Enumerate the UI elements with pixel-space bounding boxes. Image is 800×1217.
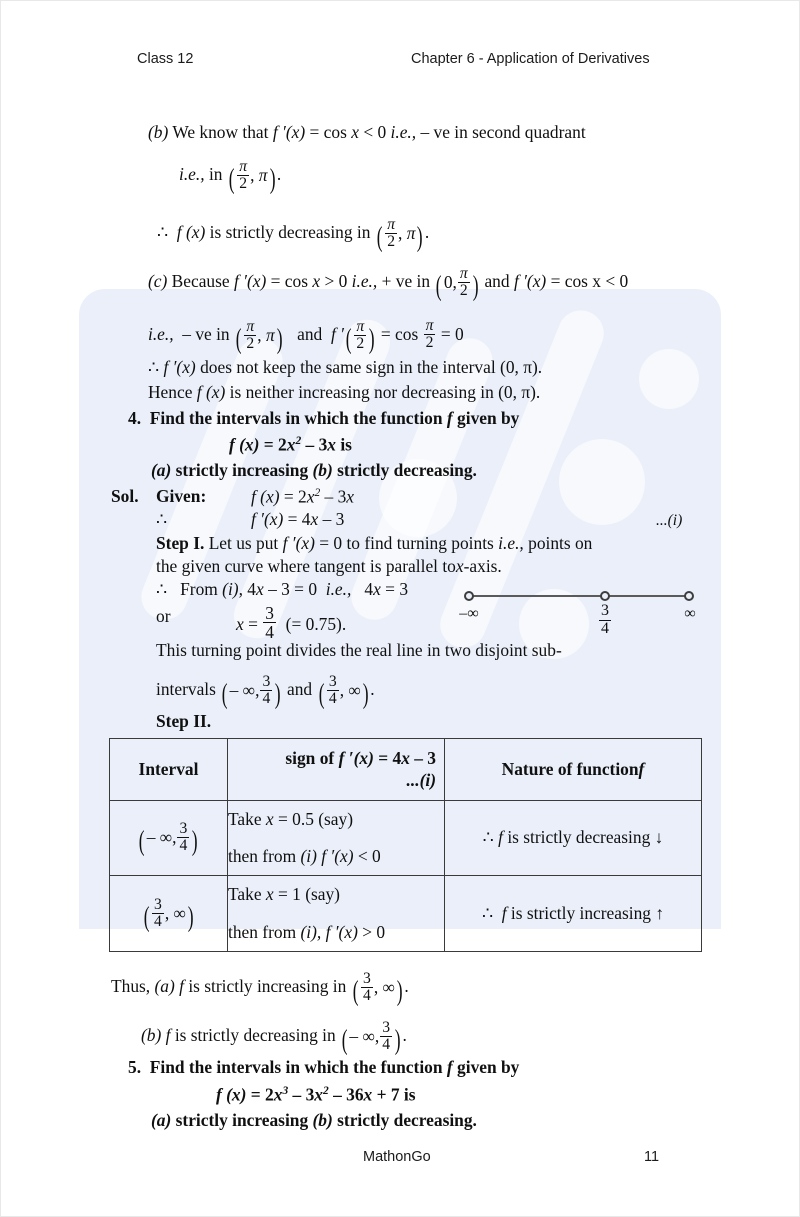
part-c-and: and [484, 270, 510, 291]
from-text: From [180, 579, 218, 599]
fraction: $\frac{\pi}{2}$ [246, 317, 255, 353]
fraction: $\frac{3}{4}$ [382, 1019, 391, 1054]
part-b-rel: < 0 [363, 122, 387, 142]
divides-line: This turning point divides the real line in two disjoint sub- [156, 640, 562, 660]
sign-fprime: f ′(x) [338, 748, 374, 768]
paren-close: ) [472, 270, 479, 302]
part-b-line-2: i.e., in ( $\frac{\pi}{2}$ , π) . [179, 158, 282, 195]
paren-close: ) [269, 163, 276, 195]
row1-sign-line2: then from (i) f ′(x) < 0 [228, 845, 381, 866]
paren-open: ( [222, 678, 228, 710]
paren-close: ) [275, 678, 281, 710]
q5-prompt-line-3 [151, 1112, 477, 1129]
given-label: Given: [156, 486, 207, 506]
part-b-interval: ( $\frac{\pi}{2}$ , π) [228, 158, 276, 195]
or-x: x [236, 613, 244, 634]
q5-eq-f: f (x) [216, 1084, 247, 1105]
conclusion-line-b: (b) f is strictly decreasing in ( – ∞, $\frac{3}{4}$ ) . [141, 1019, 407, 1056]
row2-interval: ( $\frac{3}{4}$ , ∞) [143, 895, 194, 933]
step1-mid: = 0 to find turning points [319, 533, 494, 553]
derivative-equation [251, 511, 344, 528]
q4-number: 4. [128, 408, 142, 428]
part-b-line-1 [148, 124, 586, 141]
from-eq1-x: x [256, 579, 264, 599]
part-b-tail: – ve in second quadrant [420, 122, 586, 142]
or-label: or [156, 606, 171, 626]
paren-close: ) [394, 1024, 401, 1056]
row1-sign-line1: Take x = 0.5 (say) [228, 808, 354, 829]
up-arrow-icon: ↑ [655, 903, 665, 924]
row1-interval-cell [110, 800, 228, 876]
part-b-fprime: f ′(x) [272, 122, 306, 142]
fraction: $\frac{3}{4}$ [154, 895, 162, 931]
part-c-fprime: f ′(x) [233, 270, 267, 291]
paren-open: ( [139, 825, 145, 857]
fraction: $\frac{3}{4}$ [328, 673, 337, 708]
part-b-cos: = cos [309, 122, 347, 142]
number-line-node-right [684, 591, 694, 601]
footer-page-number: 11 [644, 1149, 660, 1165]
number-line-label-left: –∞ [459, 605, 479, 622]
paren-close: ) [417, 221, 424, 253]
part-c-interval-2: ( $\frac{\pi}{2}$ , π) [235, 317, 283, 355]
paren-close: ) [368, 323, 375, 355]
fraction: $\frac{\pi}{2}$ [425, 317, 434, 352]
therefore-symbol: ∴ [157, 221, 169, 242]
given-tail: – 3 [324, 486, 347, 507]
part-c-ie: i.e., [351, 270, 378, 291]
part-c-line4-text: is neither increasing nor decreasing in [229, 382, 494, 402]
conclusion-b-label: (b) [141, 1024, 162, 1045]
paren-open: ( [228, 163, 235, 195]
q4-eq-x2: x [327, 434, 336, 455]
q5-option-a-label: (a) [151, 1110, 172, 1130]
paren-open: ( [341, 1024, 348, 1056]
from-eq2-x: x [373, 579, 381, 599]
given-pow: 2 [314, 487, 321, 499]
fraction: $\frac{\pi}{2}$ [356, 317, 365, 353]
from-eq2: 4 [364, 579, 374, 599]
subinterval-2: ( $\frac{3}{4}$ , ∞) [318, 673, 369, 710]
q4-eq-is: is [340, 434, 352, 455]
part-c-line-4 [148, 384, 540, 401]
therefore-symbol: ∴ [482, 827, 494, 848]
nature-f: f [638, 758, 645, 779]
q5-prompt-tail: given by [457, 1057, 520, 1077]
q4-equation [229, 436, 352, 454]
paren-close: ) [362, 678, 369, 710]
step1-line2-x: x [455, 556, 464, 576]
number-line-node-mid [600, 591, 610, 601]
paren-open: ( [143, 901, 150, 933]
paren-open: ( [352, 975, 359, 1007]
part-c-line3-text: does not keep the same sign in the interval [200, 357, 496, 377]
deriv-therefore: ∴ [156, 509, 168, 529]
step1-tail: points on [528, 533, 593, 553]
paren-open: ( [376, 221, 383, 253]
therefore-symbol: ∴ [148, 357, 160, 377]
q5-eq-mid: – 3 [292, 1084, 315, 1105]
conclusion-b-interval: ( – ∞, $\frac{3}{4}$ ) [341, 1019, 401, 1056]
q5-equation [216, 1086, 415, 1104]
q4-function-symbol: f [446, 408, 453, 428]
paren-close: ) [187, 901, 194, 933]
fraction: $\frac{3}{4}$ [601, 602, 609, 637]
subinterval-1: ( – ∞, $\frac{3}{4}$ ) [222, 673, 281, 710]
interval-analysis-table [109, 738, 702, 952]
deriv-x: x [310, 509, 319, 529]
q4-prompt-text: Find the intervals in which the function [149, 408, 443, 428]
q5-eq-op: = 2 [250, 1084, 274, 1105]
q5-number: 5. [128, 1057, 142, 1077]
row2-interval-cell [110, 876, 228, 952]
part-b-f: f (x) [176, 221, 206, 242]
thus-label: Thus, [111, 975, 151, 996]
q5-eq-mid2: – 36 [333, 1084, 364, 1105]
q5-eq-x2: x [314, 1084, 323, 1105]
number-line-axis [469, 595, 691, 597]
part-c-line3-interval: (0, π). [500, 357, 543, 377]
part-c-line2-ve: – ve in [182, 323, 230, 344]
part-b-x: x [351, 122, 359, 142]
fraction: $\frac{3}{4}$ [179, 820, 188, 855]
table-header-row [110, 739, 702, 801]
part-c-line-2 [148, 318, 464, 353]
sign-pre: sign of [285, 748, 335, 768]
table-row [110, 876, 702, 952]
part-c-fprime-2: f ′(x) [513, 270, 547, 291]
or-approx: (= 0.75). [285, 613, 347, 634]
fraction: $\frac{\pi}{2}$ [239, 158, 248, 193]
part-c-line-3 [148, 359, 542, 376]
part-c-line-1 [148, 266, 628, 300]
q5-prompt-text: Find the intervals in which the function [149, 1057, 443, 1077]
row2-sign-line2: then from (i), f ′(x) > 0 [228, 921, 386, 942]
q4-eq-f: f (x) [229, 434, 260, 455]
part-c-line2-and: and [297, 323, 323, 344]
header-class-label: Class 12 [137, 51, 194, 67]
paren-close: ) [396, 975, 403, 1007]
step1-ie: i.e., [498, 533, 524, 553]
therefore-symbol: ∴ [481, 903, 494, 924]
sol-label: Sol. [111, 486, 139, 506]
row2-nature-cell: ∴ f is strictly increasing ↑ [445, 876, 702, 952]
part-c-line4-interval: (0, π). [498, 382, 541, 402]
from-eq1-tail: – 3 = 0 [268, 579, 318, 599]
conclusion-b-f: f [165, 1024, 171, 1045]
conclusion-line-a: Thus, (a) f is strictly increasing in ( $\frac{3}{4}$ , ∞) . [111, 970, 409, 1007]
row1-nature-cell: ∴ f is strictly decreasing ↓ [445, 800, 702, 876]
step1-pre: Let us put [208, 533, 279, 553]
number-line-label-right: ∞ [684, 605, 696, 622]
from-i-line [156, 581, 408, 598]
step1-line2-tail: -axis. [463, 556, 502, 576]
table-header-interval: Interval [110, 739, 228, 801]
given-eq: = 2 [283, 486, 307, 507]
sign-end: – 3 [414, 748, 436, 768]
part-c-line2-fprime: f ′ [330, 323, 344, 344]
number-line-label-mid [585, 603, 625, 637]
part-b-line3-text: is strictly decreasing in [209, 221, 371, 242]
q4-eq-x: x [286, 434, 296, 455]
q5-eq-tail: + 7 is [376, 1084, 416, 1105]
q5-prompt-line-1 [128, 1059, 519, 1076]
row1-interval: ( – ∞, $\frac{3}{4}$ ) [139, 820, 198, 857]
sign-eq: = 4 [378, 748, 402, 768]
q5-function-symbol: f [446, 1057, 453, 1077]
paren-close: ) [192, 825, 198, 857]
part-c-tail: = cos x < 0 [550, 270, 629, 291]
q5-option-b-text: strictly decreasing. [337, 1110, 477, 1130]
row2-sign-line1: Take x = 1 (say) [228, 884, 340, 905]
part-b-line1-pre: We know that [172, 122, 269, 142]
paren-open: ( [235, 323, 242, 355]
table-header-sign [228, 739, 445, 801]
deriv-f: f ′(x) [251, 509, 284, 529]
step1-fprime: f ′(x) [282, 533, 315, 553]
q5-eq-x3: x [363, 1084, 373, 1105]
table-header-nature [445, 739, 702, 801]
turning-point-value [236, 604, 346, 641]
equation-tag-i: ...(i) [656, 512, 683, 529]
q4-prompt-line-3 [151, 462, 477, 479]
paren-open: ( [345, 323, 352, 355]
sign-x: x [401, 748, 410, 768]
q4-option-b-label: (b) [312, 460, 333, 480]
conclusion-a-f: f [179, 975, 184, 996]
given-equation [251, 488, 354, 506]
subintervals-and: and [287, 678, 313, 699]
sign-tag: ...(i) [406, 769, 436, 790]
q4-option-a-label: (a) [151, 460, 172, 480]
from-eq2-tail: = 3 [385, 579, 409, 599]
part-b-interval-2: ( $\frac{\pi}{2}$ , π) [376, 216, 424, 253]
table-row [110, 800, 702, 876]
part-c-line2-zero: = 0 [440, 323, 464, 344]
part-c-x: x [312, 270, 321, 291]
q4-option-b-text: strictly decreasing. [337, 460, 477, 480]
or-eq: = [248, 613, 258, 634]
down-arrow-icon: ↓ [654, 827, 664, 848]
q5-eq-x1: x [273, 1084, 283, 1105]
paren-open: ( [318, 678, 325, 710]
conclusion-a-interval: ( $\frac{3}{4}$ , ∞) [352, 970, 403, 1007]
number-line-node-left [464, 591, 474, 601]
part-c-line2-ie: i.e., [148, 323, 174, 344]
step1-line-1 [156, 535, 592, 552]
q4-eq-rest: – 3 [305, 434, 328, 455]
row2-sign-cell [228, 876, 445, 952]
part-b-ie: i.e., [390, 122, 417, 142]
q5-option-b-label: (b) [312, 1110, 333, 1130]
q4-eq-pow: 2 [295, 435, 302, 447]
therefore-symbol: ∴ [156, 579, 168, 599]
conclusion-a-text: is strictly increasing in [188, 975, 347, 996]
part-c-label: (c) [148, 270, 168, 291]
part-c-rel: > 0 [324, 270, 348, 291]
conclusion-a-label: (a) [154, 975, 175, 996]
fraction: $\frac{3}{4}$ [265, 603, 274, 643]
q5-eq-pow2: 2 [322, 1085, 329, 1097]
part-b-line2-in: in [208, 163, 223, 184]
from-ie: i.e., [325, 579, 352, 599]
part-b-line-3: ∴ f (x) is strictly decreasing in ( $\frac{\pi}{2}$ , π) . [157, 216, 430, 253]
from-eq1: 4 [247, 579, 256, 599]
part-c-cos: = cos [270, 270, 308, 291]
q5-eq-pow1: 3 [282, 1085, 289, 1097]
paren-open: ( [436, 270, 443, 302]
part-c-line3-fprime: f ′(x) [163, 357, 196, 377]
fraction: $\frac{\pi}{2}$ [387, 216, 396, 251]
part-b-label: (b) [148, 122, 169, 142]
intervals-label: intervals [156, 678, 216, 699]
number-line-diagram [456, 586, 706, 636]
q4-eq-op: = 2 [263, 434, 287, 455]
step2-label: Step II. [156, 711, 212, 731]
deriv-tail: – 3 [322, 509, 345, 529]
row1-sign-cell [228, 800, 445, 876]
q4-prompt-line-1 [128, 410, 519, 427]
part-c-interval: ( 0, $\frac{\pi}{2}$ ) [436, 265, 479, 302]
conclusion-b-text: is strictly decreasing in [174, 1024, 336, 1045]
part-c-line4-pre: Hence [148, 382, 193, 402]
from-ref: (i), [222, 579, 243, 599]
given-f: f (x) [251, 486, 280, 507]
fraction: $\frac{3}{4}$ [363, 970, 371, 1005]
q4-option-a-text: strictly increasing [175, 460, 309, 480]
nature-pre: Nature of function [501, 758, 639, 779]
header-chapter-label: Chapter 6 - Application of Derivatives [411, 51, 650, 67]
step1-label: Step I. [156, 533, 205, 553]
step1-line-2 [156, 558, 502, 575]
part-c-pre: Because [171, 270, 230, 291]
paren-close: ) [276, 323, 283, 355]
step1-line2-text: the given curve where tangent is parallel to [156, 556, 456, 576]
q5-option-a-text: strictly increasing [175, 1110, 309, 1130]
given-x: x [306, 486, 315, 507]
fraction: $\frac{3}{4}$ [262, 673, 271, 708]
part-c-line4-f: f (x) [196, 382, 226, 402]
fraction: $\frac{\pi}{2}$ [459, 265, 468, 300]
watermark-dot-4 [639, 349, 699, 409]
q4-prompt-tail: given by [457, 408, 520, 428]
deriv-eq: = 4 [287, 509, 311, 529]
given-x2: x [346, 486, 355, 507]
part-c-line2-eq: = cos [380, 323, 419, 344]
subintervals-line: intervals ( – ∞, $\frac{3}{4}$ ) and ( $\frac{3}{4}$ , ∞) . [156, 673, 375, 710]
watermark-dot-2 [559, 439, 645, 525]
part-c-arg [344, 319, 377, 353]
part-c-ve: + ve in [381, 270, 431, 291]
footer-brand: MathonGo [363, 1149, 431, 1165]
part-b-line2-ie: i.e., [179, 163, 205, 184]
